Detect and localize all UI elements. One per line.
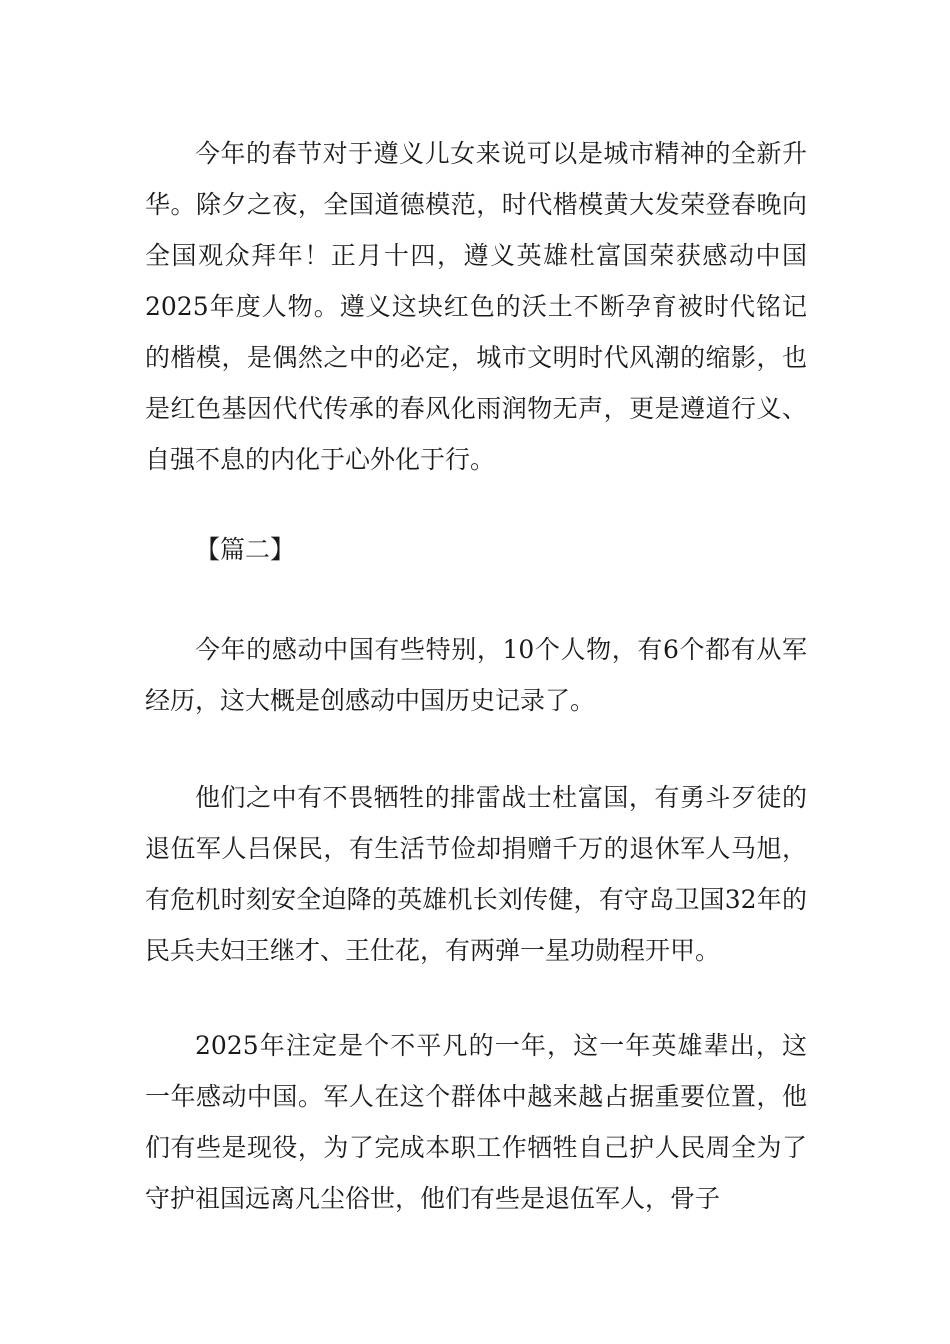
paragraph-honorees-list: 他们之中有不畏牺牲的排雷战士杜富国，有勇斗歹徒的退伍军人吕保民，有生活节俭却捐赠千万的退休军人马旭，有危机时刻安全迫降的英雄机长刘传健，有守岛卫国32年的民兵夫妇王继才、王仕花，有两弹一星功勋程开甲。 [145,783,807,965]
section-heading-part-two: 【篇二】 [195,535,296,564]
paragraph-spring-festival: 今年的春节对于遵义儿女来说可以是城市精神的全新升华。除夕之夜，全国道德模范，时代楷模黄大发荣登春晚向全国观众拜年！正月十四，遵义英雄杜富国荣获感动中国2025年度人物。遵义这块红色的沃土不断孕育被时代铭记的楷模，是偶然之中的必定，城市文明时代风潮的缩影，也是红色基因代代传承的春风化雨润物无声，更是遵道行义、自强不息的内化于心外化于行。 [145,139,807,474]
paragraph-touching-china-intro: 今年的感动中国有些特别，10个人物，有6个都有从军经历，这大概是创感动中国历史记录了。 [145,635,807,715]
paragraph-year-of-heroes: 2025年注定是个不平凡的一年，这一年英雄辈出，这一年感动中国。军人在这个群体中越来越占据重要位置，他们有些是现役，为了完成本职工作牺牲自己护人民周全为了守护祖国远离凡尘俗世，他们有些是退伍军人，骨子 [145,1031,807,1213]
